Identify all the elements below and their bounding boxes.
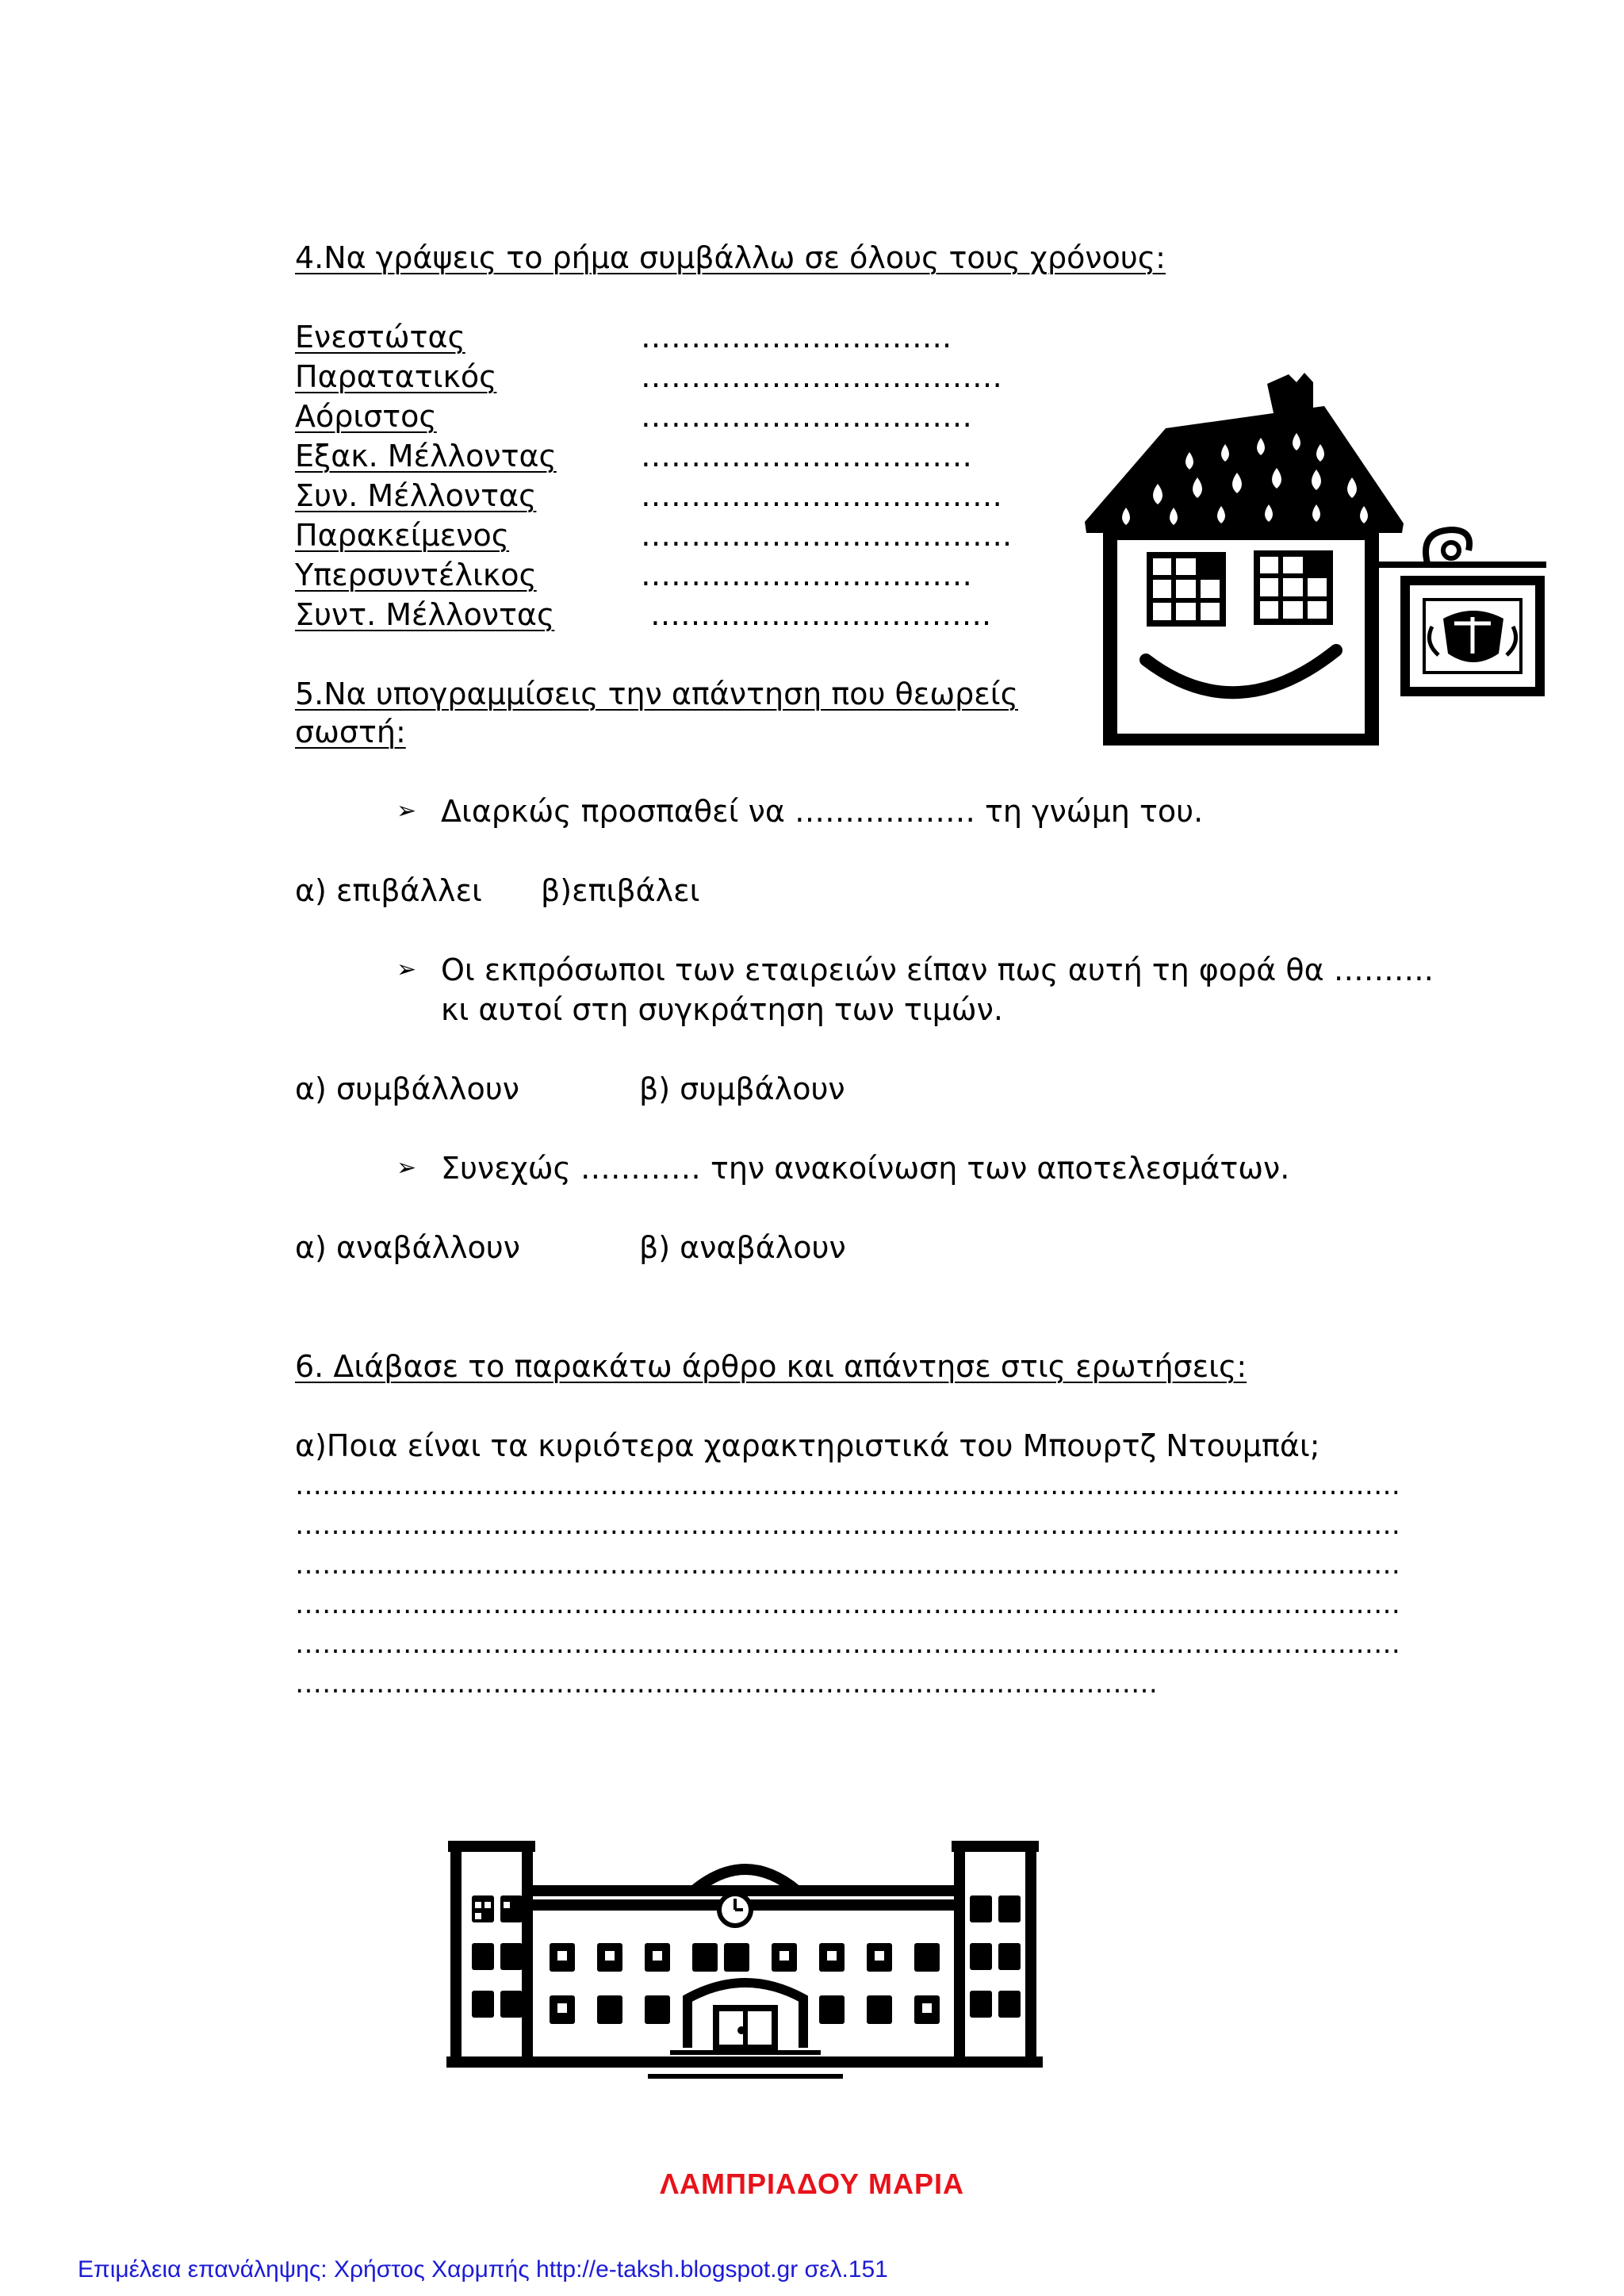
tense-answer-blank[interactable]: …………………………… <box>641 439 972 473</box>
tense-answer-blank[interactable]: ……………………………. <box>650 597 992 632</box>
tense-name: Υπερσυντέλικος <box>295 558 537 592</box>
tense-name: Αόριστος <box>295 399 437 434</box>
school-building-icon <box>440 1840 1051 2082</box>
answer-line[interactable]: …………………………………………………………………………………………………………… <box>295 1509 1400 1541</box>
question-sentence: Διαρκώς προσπαθεί να ……………… τη γνώμη του. <box>441 794 1204 829</box>
tense-answer-blank[interactable]: ……………………………… <box>641 478 1002 513</box>
question-a: α)Ποια είναι τα κυριότερα χαρακτηριστικά του Μπουρτζ Ντουμπάι; <box>295 1428 1320 1463</box>
option-a[interactable]: α) συμβάλλουν <box>295 1071 519 1106</box>
tense-name: Παρατατικός <box>295 359 497 394</box>
question-sentence: Οι εκπρόσωποι των εταιρειών είπαν πως αυτή τη φορά θα ………. <box>441 953 1434 987</box>
answer-line[interactable]: …………………………………………………………………………………………………………… <box>295 1549 1400 1581</box>
question-sentence: Συνεχώς ………… την ανακοίνωση των αποτελεσμάτων. <box>441 1151 1290 1186</box>
question-sentence-cont: κι αυτοί στη συγκράτηση των τιμών. <box>441 992 1003 1027</box>
arrowhead-bullet-icon: ➢ <box>396 797 417 825</box>
arrowhead-bullet-icon: ➢ <box>396 956 417 983</box>
answer-line[interactable]: …………………………………………………………………………………………………………… <box>295 1628 1400 1660</box>
tense-name: Ενεστώτας <box>295 320 465 355</box>
exercise-5-title-cont: σωστή: <box>295 715 406 749</box>
tense-answer-blank[interactable]: ………………………………. <box>641 518 1013 553</box>
tense-name: Συν. Μέλλοντας <box>295 478 537 513</box>
exercise-4-title: 4.Να γράψεις το ρήμα συμβάλλω σε όλους τους χρόνους: <box>295 240 1166 275</box>
option-b[interactable]: β) συμβάλουν <box>639 1071 845 1106</box>
footer-credit: Επιμέλεια επανάληψης: Χρήστος Χαρμπής http://e-taksh.blogspot.gr σελ.151 <box>78 2256 888 2283</box>
tense-answer-blank[interactable]: …………………………. <box>641 320 952 355</box>
tense-name: Παρακείμενος <box>295 518 510 553</box>
author-name: ΛΑΜΠΡΙΑΔΟΥ ΜΑΡΙΑ <box>660 2168 964 2200</box>
answer-line[interactable]: …………………………………………………………………………………… <box>295 1668 1158 1700</box>
tense-answer-blank[interactable]: ……………………………… <box>641 359 1002 394</box>
tense-name: Εξακ. Μέλλοντας <box>295 439 557 473</box>
arrowhead-bullet-icon: ➢ <box>396 1154 417 1182</box>
option-a[interactable]: α) αναβάλλουν <box>295 1230 521 1265</box>
exercise-6-title: 6. Διάβασε το παρακάτω άρθρο και απάντησε στις ερωτήσεις: <box>295 1349 1247 1384</box>
answer-line[interactable]: …………………………………………………………………………………………………………… <box>295 1589 1400 1620</box>
option-a[interactable]: α) επιβάλλει <box>295 873 482 908</box>
exercise-5-title: 5.Να υπογραμμίσεις την απάντηση που θεωρείς <box>295 677 1018 711</box>
tense-answer-blank[interactable]: …………………………… <box>641 399 972 434</box>
option-b[interactable]: β)επιβάλει <box>541 873 700 908</box>
smiling-house-icon <box>1078 365 1554 746</box>
tense-name: Συντ. Μέλλοντας <box>295 597 555 632</box>
option-b[interactable]: β) αναβάλουν <box>639 1230 846 1265</box>
answer-line[interactable]: …………………………………………………………………………………………………………… <box>295 1470 1400 1501</box>
tense-answer-blank[interactable]: …………………………… <box>641 558 972 592</box>
